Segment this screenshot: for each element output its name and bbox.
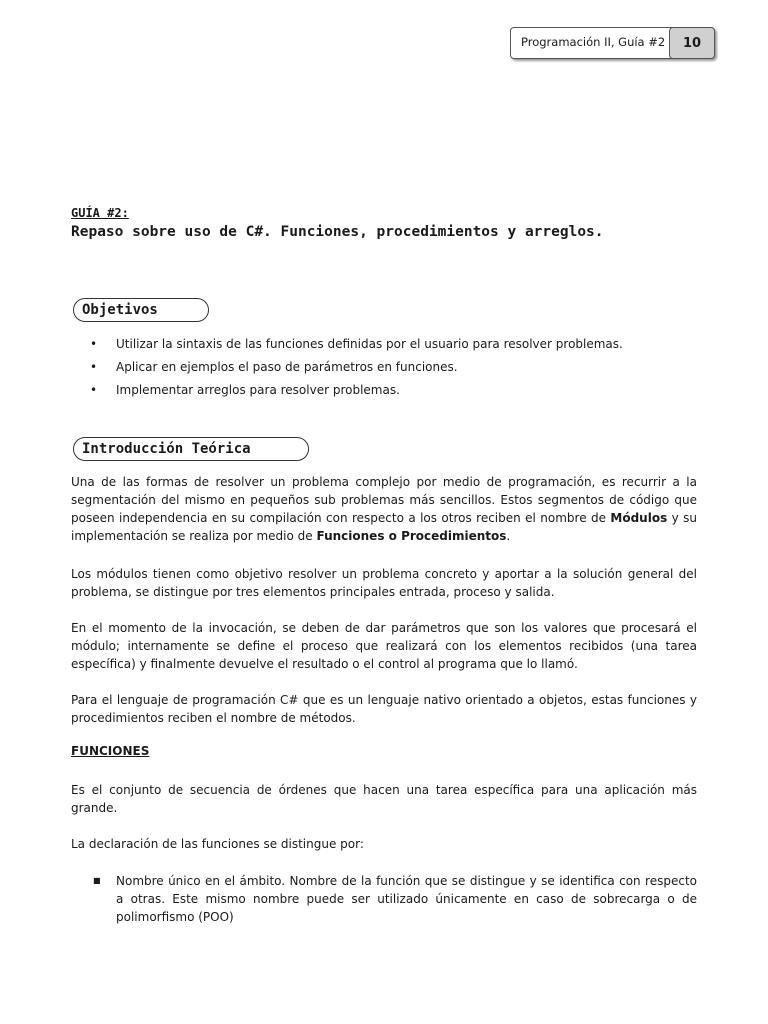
objective-text: Implementar arreglos para resolver problemas. (116, 383, 400, 397)
header-title: Programación II, Guía #2 (521, 35, 666, 49)
list-item (90, 336, 623, 359)
list-item (90, 382, 623, 405)
bullet-icon: • (90, 360, 98, 374)
declaration-text: Nombre único en el ámbito. Nombre de la función que se distingue y se identifica con respecto a otras. Este mismo nombre puede ser utilizado únicamente en caso de sobrecarga o de polimorfismo (POO) (116, 874, 697, 924)
intro-paragraph-2: Los módulos tienen como objetivo resolver un problema concreto y aportar a la solución general del problema, se distingue por tres elementos principales entrada, proceso y salida. (71, 567, 697, 599)
objective-text: Utilizar la sintaxis de las funciones definidas por el usuario para resolver problemas. (116, 337, 623, 351)
modulos-term: Módulos (610, 511, 668, 525)
intro-heading: Introducción Teórica (82, 441, 251, 457)
guide-label: GUÍA #2: (71, 206, 129, 220)
bullet-icon: • (90, 383, 98, 397)
objectives-heading: Objetivos (82, 302, 158, 318)
page-header-box (510, 27, 715, 59)
bullet-icon: • (90, 337, 98, 351)
intro-paragraph-1: Una de las formas de resolver un problema complejo por medio de programación, es recurrir a la segmentación del mismo en pequeños sub problemas más sencillos. Estos segmentos de código que poseen independencia en su compilación con respecto a los otros reciben el nombre de Módulos y su implementación se realiza por medio de Funciones o Procedimientos. (71, 475, 697, 543)
guide-title: Repaso sobre uso de C#. Funciones, procedimientos y arreglos. (71, 224, 604, 240)
funciones-heading: FUNCIONES (71, 744, 150, 758)
declaration-list (93, 872, 697, 926)
list-item (90, 359, 623, 382)
square-bullet-icon: ■ (93, 876, 101, 885)
funciones-paragraph-2: La declaración de las funciones se distingue por: (71, 837, 364, 851)
objective-text: Aplicar en ejemplos el paso de parámetros en funciones. (116, 360, 458, 374)
intro-heading-box (73, 437, 309, 461)
objectives-heading-box (73, 298, 209, 322)
funciones-paragraph-1: Es el conjunto de secuencia de órdenes que hacen una tarea específica para una aplicación más grande. (71, 783, 697, 815)
intro-paragraph-4: Para el lenguaje de programación C# que es un lenguaje nativo orientado a objetos, estas funciones y procedimientos reciben el nombre de métodos. (71, 693, 697, 725)
list-item (93, 872, 697, 926)
objectives-list (90, 336, 623, 405)
intro-paragraph-3: En el momento de la invocación, se deben de dar parámetros que son los valores que procesará el módulo; internamente se define el proceso que realizará con los elementos recibidos (una tarea específica) y finalmente devuelve el resultado o el control al programa que lo llamó. (71, 621, 697, 671)
page-number: 10 (669, 27, 715, 59)
funciones-term: Funciones o Procedimientos (316, 529, 507, 543)
